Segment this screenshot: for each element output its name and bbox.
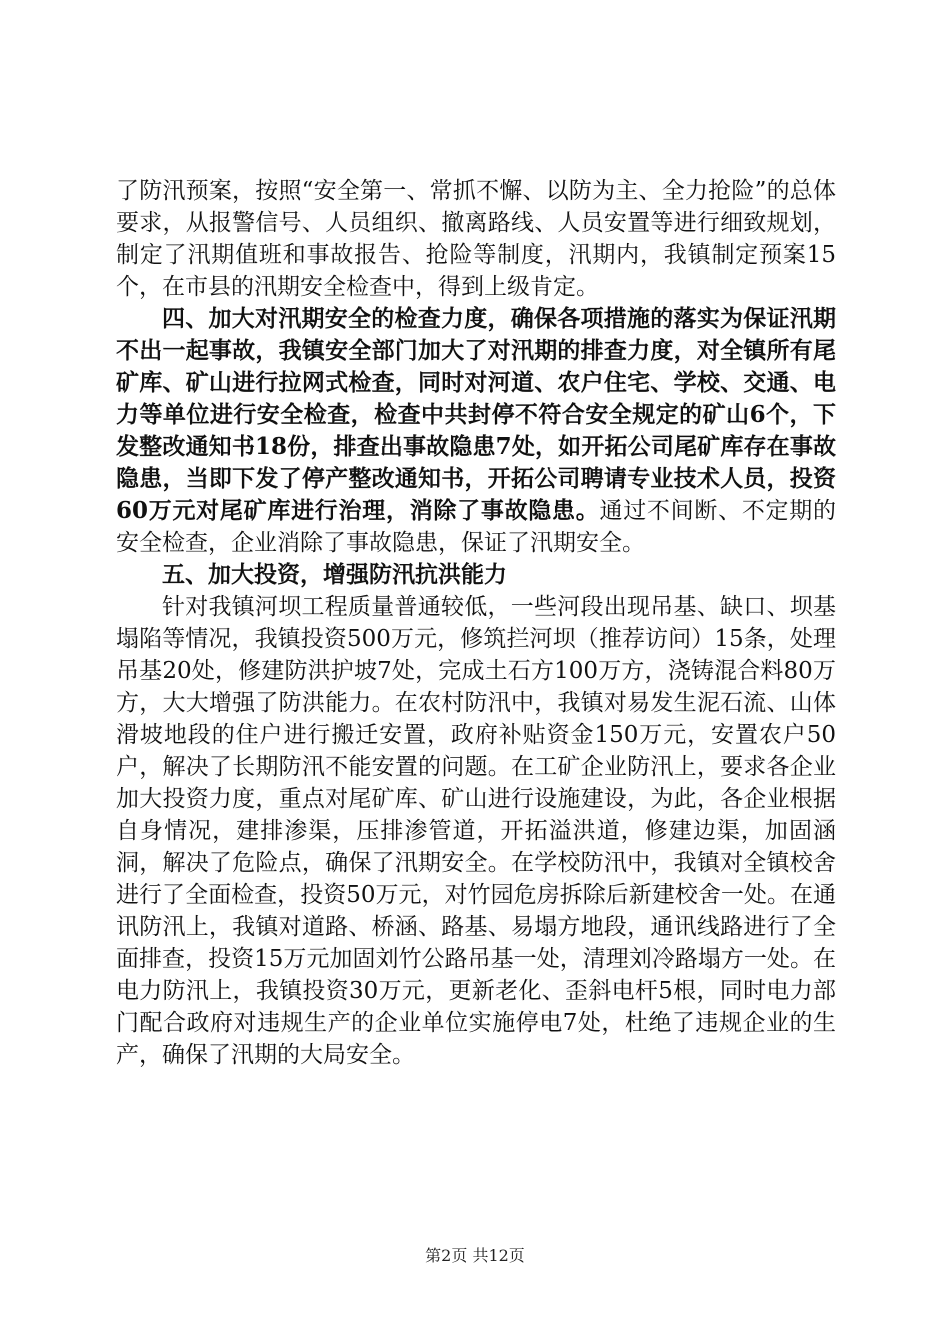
paragraph-section-five-body: 针对我镇河坝工程质量普通较低，一些河段出现吊基、缺口、坝基塌陷等情况，我镇投资500万元，修筑拦河坝（推荐访问）15条，处理吊基20处，修建防洪护坡7处，完成土石方100万方，浇铸混合料80万方，大大增强了防洪能力。在农村防汛中，我镇对易发生泥石流、山体滑坡地段的住户进行搬迁安置，政府补贴资金150万元，安置农户50户，解决了长期防汛不能安置的问题。在工矿企业防汛上，要求各企业加大投资力度，重点对尾矿库、矿山进行设施建设，为此，各企业根据自身情况，建排渗渠，压排渗管道，开拓溢洪道，修建边渠，加固涵洞，解决了危险点，确保了汛期安全。在学校防汛中，我镇对全镇校舍进行了全面检查，投资50万元，对竹园危房拆除后新建校舍一处。在通讯防汛上，我镇对道路、桥涵、路基、易塌方地段，通讯线路进行了全面排查，投资15万元加固刘竹公路吊基一处，清理刘冷路塌方一处。在电力防汛上，我镇投资30万元，更新老化、歪斜电杆5根，同时电力部门配合政府对违规生产的企业单位实施停电7处，杜绝了违规企业的生产，确保了汛期的大局安全。 xyxy=(116,594,836,1068)
paragraph-flood-plan: 了防汛预案，按照“安全第一、常抓不懈、以防为主、全力抢险”的总体要求，从报警信号、人员组织、撤离路线、人员安置等进行细致规划，制定了汛期值班和事故报告、抢险等制度，汛期内，我镇制定预案15个，在市县的汛期安全检查中，得到上级肯定。 xyxy=(116,178,836,300)
section-four-bold-text: 四、加大对汛期安全的检查力度，确保各项措施的落实为保证汛期不出一起事故，我镇安全部门加大了对汛期的排查力度，对全镇所有尾矿库、矿山进行拉网式检查，同时对河道、农户住宅、学校、交通、电力等单位进行安全检查，检查中共封停不符合安全规定的矿山6个，下发整改通知书18份，排查出事故隐患7处，如开拓公司尾矿库存在事故隐患，当即下发了停产整改通知书，开拓公司聘请专业技术人员，投资60万元对尾矿库进行治理，消除了事故隐患。 xyxy=(116,305,836,524)
page-number-footer: 第2页 共12页 xyxy=(425,1246,525,1265)
paragraph-section-four xyxy=(116,303,836,559)
section-four-normal-text: 通过不间断、不定期的安全检查，企业消除了事故隐患，保证了汛期安全。 xyxy=(116,498,836,556)
section-five-heading: 五、加大投资，增强防汛抗洪能力 xyxy=(162,561,507,588)
document-body xyxy=(116,175,836,1071)
